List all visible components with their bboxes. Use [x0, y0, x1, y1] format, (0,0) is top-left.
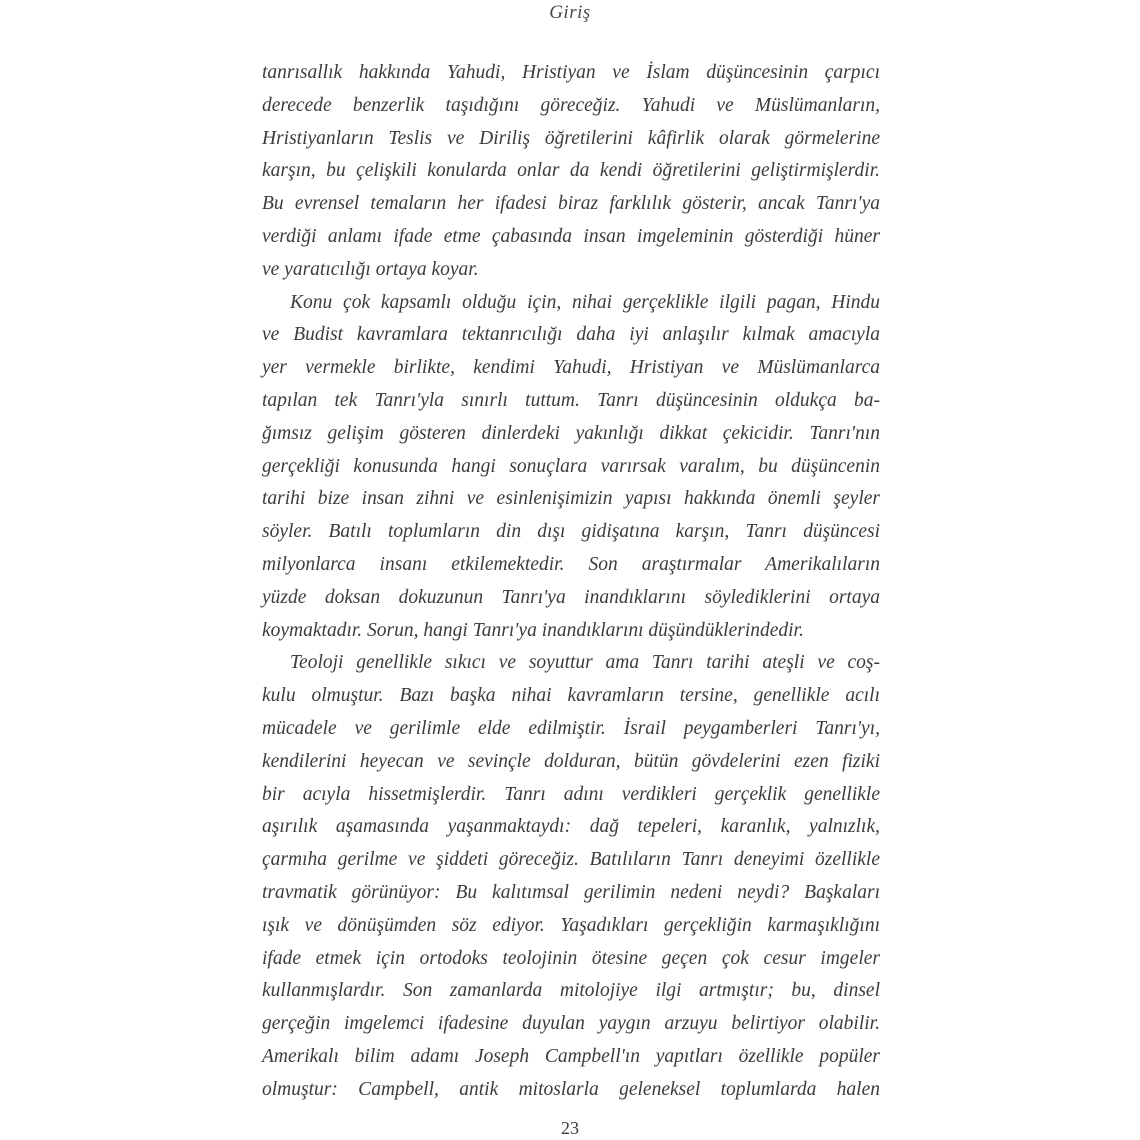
text-line: mücadele ve gerilimle elde edilmiştir. İsrail peygamberleri Tanrı'yı,: [262, 717, 880, 739]
text-line: tanrısallık hakkında Yahudi, Hristiyan ve İslam düşüncesinin çarpıcı: [262, 62, 880, 83]
text-line: Amerikalı bilim adamı Joseph Campbell'ın yapıtları özellikle popüler: [262, 1045, 880, 1067]
text-line: Teoloji genellikle sıkıcı ve soyuttur ama Tanrı tarihi ateşli ve coş-: [290, 652, 880, 674]
body-text: [262, 57, 880, 1107]
text-line: koymaktadır. Sorun, hangi Tanrı'ya inandıklarını düşündüklerindedir.: [262, 619, 804, 641]
text-line: kulu olmuştur. Bazı başka nihai kavramların tersine, genellikle acılı: [262, 685, 880, 707]
text-line: tarihi bize insan zihni ve esinlenişimizin yapısı hakkında önemli şeyler: [262, 488, 880, 510]
text-line: karşın, bu çelişkili konularda onlar da kendi öğretilerini geliştirmişlerdir.: [262, 160, 880, 182]
text-line: kullanmışlardır. Son zamanlarda mitolojiye ilgi artmıştır; bu, dinsel: [262, 980, 880, 1002]
text-line: milyonlarca insanı etkilemektedir. Son araştırmalar Amerikalıların: [262, 553, 880, 575]
text-line: Konu çok kapsamlı olduğu için, nihai gerçeklikle ilgili pagan, Hindu: [290, 291, 880, 313]
text-line: olmuştur: Campbell, antik mitoslarla geleneksel toplumlarda halen: [262, 1078, 880, 1100]
text-line: travmatik görünüyor: Bu kalıtımsal gerilimin nedeni neydi? Başkaları: [262, 881, 880, 903]
text-line: ışık ve dönüşümden söz ediyor. Yaşadıkları gerçekliğin karmaşıklığını: [262, 914, 880, 936]
text-line: gerçeğin imgelemci ifadesine duyulan yaygın arzuyu belirtiyor olabilir.: [262, 1013, 880, 1035]
page-number: 23: [561, 1118, 579, 1138]
text-line: bir acıyla hissetmişlerdir. Tanrı adını verdikleri gerçeklik genellikle: [262, 783, 880, 805]
text-line: söyler. Batılı toplumların din dışı gidişatına karşın, Tanrı düşüncesi: [262, 521, 880, 543]
text-line: ve yaratıcılığı ortaya koyar.: [262, 258, 479, 280]
text-line: ve Budist kavramlara tektanrıcılığı daha iyi anlaşılır kılmak amacıyla: [262, 324, 880, 346]
text-line: ifade etmek için ortodoks teolojinin ötesine geçen çok cesur imgeler: [262, 947, 880, 969]
text-line: aşırılık aşamasında yaşanmaktaydı: dağ tepeleri, karanlık, yalnızlık,: [262, 816, 880, 838]
text-line: Bu evrensel temaların her ifadesi biraz farklılık gösterir, ancak Tanrı'ya: [262, 193, 880, 215]
text-line: Hristiyanların Teslis ve Diriliş öğretilerini kâfirlik olarak görmelerine: [262, 127, 880, 149]
text-line: derecede benzerlik taşıdığını göreceğiz. Yahudi ve Müslümanların,: [262, 94, 880, 116]
text-line: kendilerini heyecan ve sevinçle dolduran, bütün gövdelerini ezen fiziki: [262, 750, 880, 772]
text-line: yer vermekle birlikte, kendimi Yahudi, Hristiyan ve Müslümanlarca: [262, 357, 880, 379]
text-line: gerçekliği konusunda hangi sonuçlara varırsak varalım, bu düşüncenin: [262, 455, 880, 477]
text-line: yüzde doksan dokuzunun Tanrı'ya inandıklarını söylediklerini ortaya: [262, 586, 880, 608]
text-line: çarmıha gerilme ve şiddeti göreceğiz. Batılıların Tanrı deneyimi özellikle: [262, 849, 880, 871]
text-line: verdiği anlamı ifade etme çabasında insan imgeleminin gösterdiği hüner: [262, 225, 880, 247]
text-line: ğımsız gelişim gösteren dinlerdeki yakınlığı dikkat çekicidir. Tanrı'nın: [262, 422, 880, 444]
text-line: tapılan tek Tanrı'yla sınırlı tuttum. Tanrı düşüncesinin oldukça ba-: [262, 389, 880, 411]
running-head: Giriş: [549, 2, 591, 23]
